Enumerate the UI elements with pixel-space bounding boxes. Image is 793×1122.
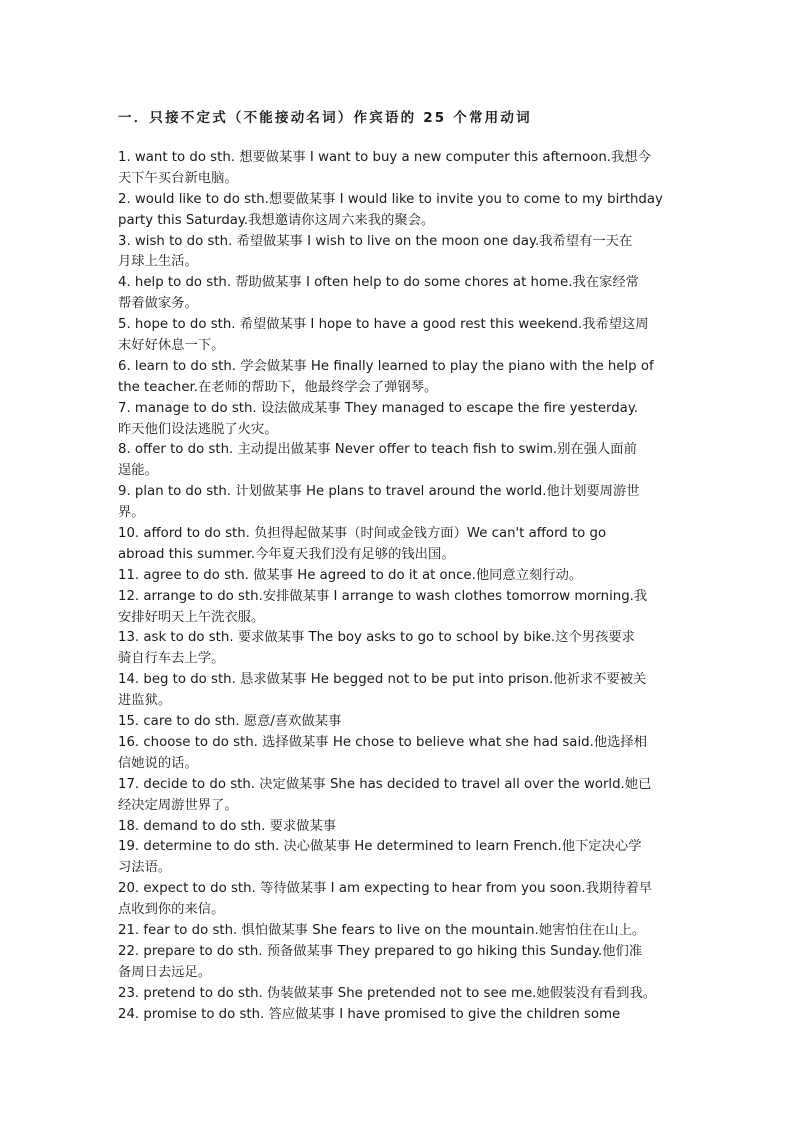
- text-line: 8. offer to do sth. 主动提出做某事 Never offer to teach fish to swim.别在强人面前: [118, 442, 637, 458]
- text-line: 24. promise to do sth. 答应做某事 I have promised to give the children some: [118, 1006, 621, 1022]
- text-line: 23. pretend to do sth. 伪装做某事 She pretended not to see me.她假装没有看到我。: [118, 985, 657, 1001]
- text-line: 信她说的话。: [118, 755, 198, 771]
- text-line: 20. expect to do sth. 等待做某事 I am expecting to hear from you soon.我期待着早: [118, 881, 653, 897]
- text-line: 2. would like to do sth.想要做某事 I would like to invite you to come to my birthday: [118, 191, 663, 207]
- text-line: 15. care to do sth. 愿意/喜欢做某事: [118, 714, 342, 730]
- text-line: 7. manage to do sth. 设法做成某事 They managed to escape the fire yesterday.: [118, 400, 639, 416]
- text-line: 22. prepare to do sth. 预备做某事 They prepared to go hiking this Sunday.他们准: [118, 943, 643, 959]
- text-line: 6. learn to do sth. 学会做某事 He finally learned to play the piano with the help of: [118, 358, 654, 374]
- text-line: 18. demand to do sth. 要求做某事: [118, 818, 337, 834]
- text-line: abroad this summer.今年夏天我们没有足够的钱出国。: [118, 546, 455, 562]
- text-line: the teacher.在老师的帮助下，他最终学会了弹钢琴。: [118, 379, 438, 395]
- text-line: 1. want to do sth. 想要做某事 I want to buy a new computer this afternoon.我想今: [118, 150, 651, 165]
- text-line: 16. choose to do sth. 选择做某事 He chose to believe what she had said.他选择相: [118, 734, 648, 750]
- text-line: 11. agree to do sth. 做某事 He agreed to do it at once.他同意立刻行动。: [118, 567, 583, 583]
- text-line: 习法语。: [118, 860, 172, 876]
- verb-list: [118, 148, 688, 1025]
- text-line: 逞能。: [118, 463, 158, 479]
- text-line: 界。: [118, 505, 145, 521]
- text-line: 21. fear to do sth. 惧怕做某事 She fears to live on the mountain.她害怕住在山上。: [118, 922, 646, 938]
- text-line: 骑自行车去上学。: [118, 651, 225, 667]
- text-line: 10. afford to do sth. 负担得起做某事（时间或金钱方面）We can't afford to go: [118, 526, 607, 542]
- text-line: 月球上生活。: [118, 254, 198, 270]
- text-line: 13. ask to do sth. 要求做某事 The boy asks to go to school by bike.这个男孩要求: [118, 630, 635, 646]
- text-line: 4. help to do sth. 帮助做某事 I often help to do some chores at home.我在家经常: [118, 275, 639, 291]
- text-line: 天下午买台新电脑。: [118, 170, 238, 186]
- text-line: 9. plan to do sth. 计划做某事 He plans to travel around the world.他计划要周游世: [118, 484, 640, 500]
- text-line: party this Saturday.我想邀请你这周六来我的聚会。: [118, 212, 435, 228]
- text-line: 点收到你的来信。: [118, 902, 225, 918]
- section-heading: 一．只接不定式（不能接动名词）作宾语的 25 个常用动词: [118, 110, 532, 126]
- text-line: 末好好休息一下。: [118, 338, 225, 354]
- text-line: 5. hope to do sth. 希望做某事 I hope to have a good rest this weekend.我希望这周: [118, 317, 649, 333]
- text-line: 3. wish to do sth. 希望做某事 I wish to live on the moon one day.我希望有一天在: [118, 233, 633, 249]
- text-line: 进监狱。: [118, 693, 172, 709]
- text-line: 帮着做家务。: [118, 296, 198, 312]
- text-line: 17. decide to do sth. 决定做某事 She has decided to travel all over the world.她已: [118, 776, 652, 792]
- text-line: 备周日去远足。: [118, 964, 212, 980]
- text-line: 12. arrange to do sth.安排做某事 I arrange to wash clothes tomorrow morning.我: [118, 588, 648, 604]
- text-line: 经决定周游世界了。: [118, 797, 238, 813]
- text-line: 19. determine to do sth. 决心做某事 He determined to learn French.他下定决心学: [118, 839, 642, 855]
- text-line: 安排好明天上午洗衣服。: [118, 609, 265, 625]
- text-line: 14. beg to do sth. 恳求做某事 He begged not to be put into prison.他祈求不要被关: [118, 672, 647, 688]
- text-line: 昨天他们设法逃脱了火灾。: [118, 421, 278, 437]
